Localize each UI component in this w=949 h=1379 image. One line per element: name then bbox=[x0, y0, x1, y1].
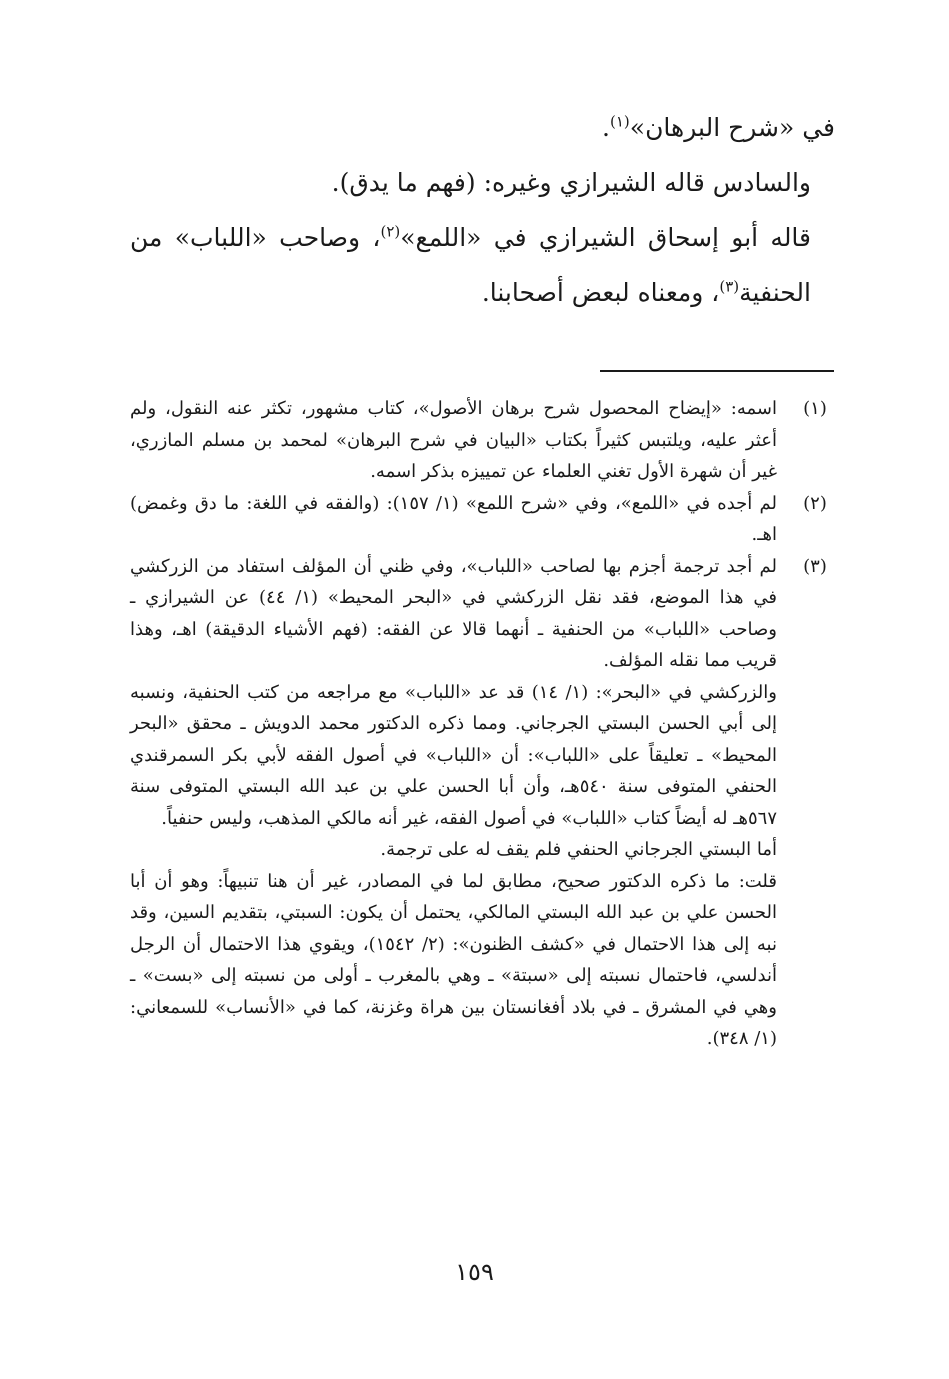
footnote-ref-3[interactable]: (٣) bbox=[719, 277, 740, 296]
footnote-2-text: لم أجده في «اللمع»، وفي «شرح اللمع» (١/ ١٥٧): (والفقه في اللغة: ما دق وغمض) اهـ. bbox=[130, 492, 777, 545]
footnote-ref-2[interactable]: (٢) bbox=[380, 222, 401, 241]
footnote-separator bbox=[600, 370, 834, 372]
footnote-2 bbox=[130, 488, 835, 551]
footnote-2-number: (٢) bbox=[803, 492, 827, 514]
footnote-3-paragraph-3: أما البستي الجرجاني الحنفي فلم يقف له على ترجمة. bbox=[380, 839, 777, 860]
main-line-4-text: ، ومعناه لبعض أصحابنا. bbox=[481, 278, 720, 307]
main-line-2: والسادس قاله الشيرازي وغيره: (فهم ما يدق). bbox=[331, 168, 811, 197]
main-line-1 bbox=[130, 100, 835, 155]
footnote-1-number: (١) bbox=[803, 398, 827, 419]
main-line-1-text: في «شرح البرهان» bbox=[629, 113, 835, 142]
footnote-1-text: اسمه: «إيضاح المحصول شرح برهان الأصول»، كتاب مشهور، تكثر عنه النقول، ولم أعثر عليه، ويلتبس كثيراً بكتاب «البيان في شرح البرهان» لمحمد بن مسلم المازري، غير أن شهرة الأول تغني العلماء عن تمييزه بذكر اسمه. bbox=[130, 398, 777, 482]
page-number: ١٥٩ bbox=[455, 1258, 494, 1286]
footnote-ref-1[interactable]: (١) bbox=[610, 112, 630, 131]
end-mark: . bbox=[602, 113, 610, 142]
footnote-3-text: لم أجد ترجمة أجزم بها لصاحب «اللباب»، وفي ظني أن المؤلف استفاد من الزركشي في هذا الموضع، فقد نقل الزركشي في «البحر المحيط» (١/ ٤٤) عن الشيرازي ـ وصاحب «اللباب» من الحنفية ـ أنهما قالا عن الفقه: (فهم الأشياء الدقيقة) اهـ، وهذا قريب مما نقله المؤلف. bbox=[130, 555, 777, 671]
footnote-3 bbox=[130, 551, 835, 677]
main-line-3b-text: ، وصاحب «اللباب» من الحنفية bbox=[130, 223, 811, 307]
footnote-3-number: (٣) bbox=[803, 555, 827, 577]
footnote-3-paragraph-4: قلت: ما ذكره الدكتور صحيح، مطابق لما في المصادر، غير أن هنا تنبيهاً: وهو أن أبا الحسن علي بن عبد الله البستي المالكي، يحتمل أن يكون: السبتي، بتقديم السين، وقد نبه إلى هذا الاحتمال في «كشف الظنون»: (٢/ ١٥٤٢)، ويقوي هذا الاحتمال أن الرجل أندلسي، فاحتمال نسبته إلى «سبتة» ـ وهي بالمغرب ـ أولى من نسبته إلى «بست» ـ وهي في المشرق ـ في بلاد أفغانستان بين هراة وغزنة، كما في «الأنساب» للسمعاني: (١/ ٣٤٨). bbox=[130, 870, 777, 1049]
main-line-3-text: قاله أبو إسحاق الشيرازي في «اللمع» bbox=[400, 223, 811, 252]
footnote-1 bbox=[130, 393, 835, 488]
main-text bbox=[130, 100, 835, 320]
main-paragraph-3 bbox=[130, 210, 835, 320]
footnotes bbox=[130, 393, 835, 1055]
footnote-3-paragraph-2: والزركشي في «البحر»: (١/ ١٤) قد عد «اللباب» مع مراجعه من كتب الحنفية، ونسبه إلى أبي الحسن البستي الجرجاني. ومما ذكره الدكتور محمد الدويش ـ محقق «البحر المحيط» ـ تعليقاً على «اللباب»: أن «اللباب» في أصول الفقه لأبي بكر السمرقندي الحنفي المتوفى سنة ٥٤٠هـ، وأن أبا الحسن علي بن عبد الله البستي المتوفى سنة ٥٦٧هـ له أيضاً كتاب «اللباب» في أصول الفقه، غير أنه مالكي المذهب، وليس حنفياً. bbox=[130, 681, 778, 829]
